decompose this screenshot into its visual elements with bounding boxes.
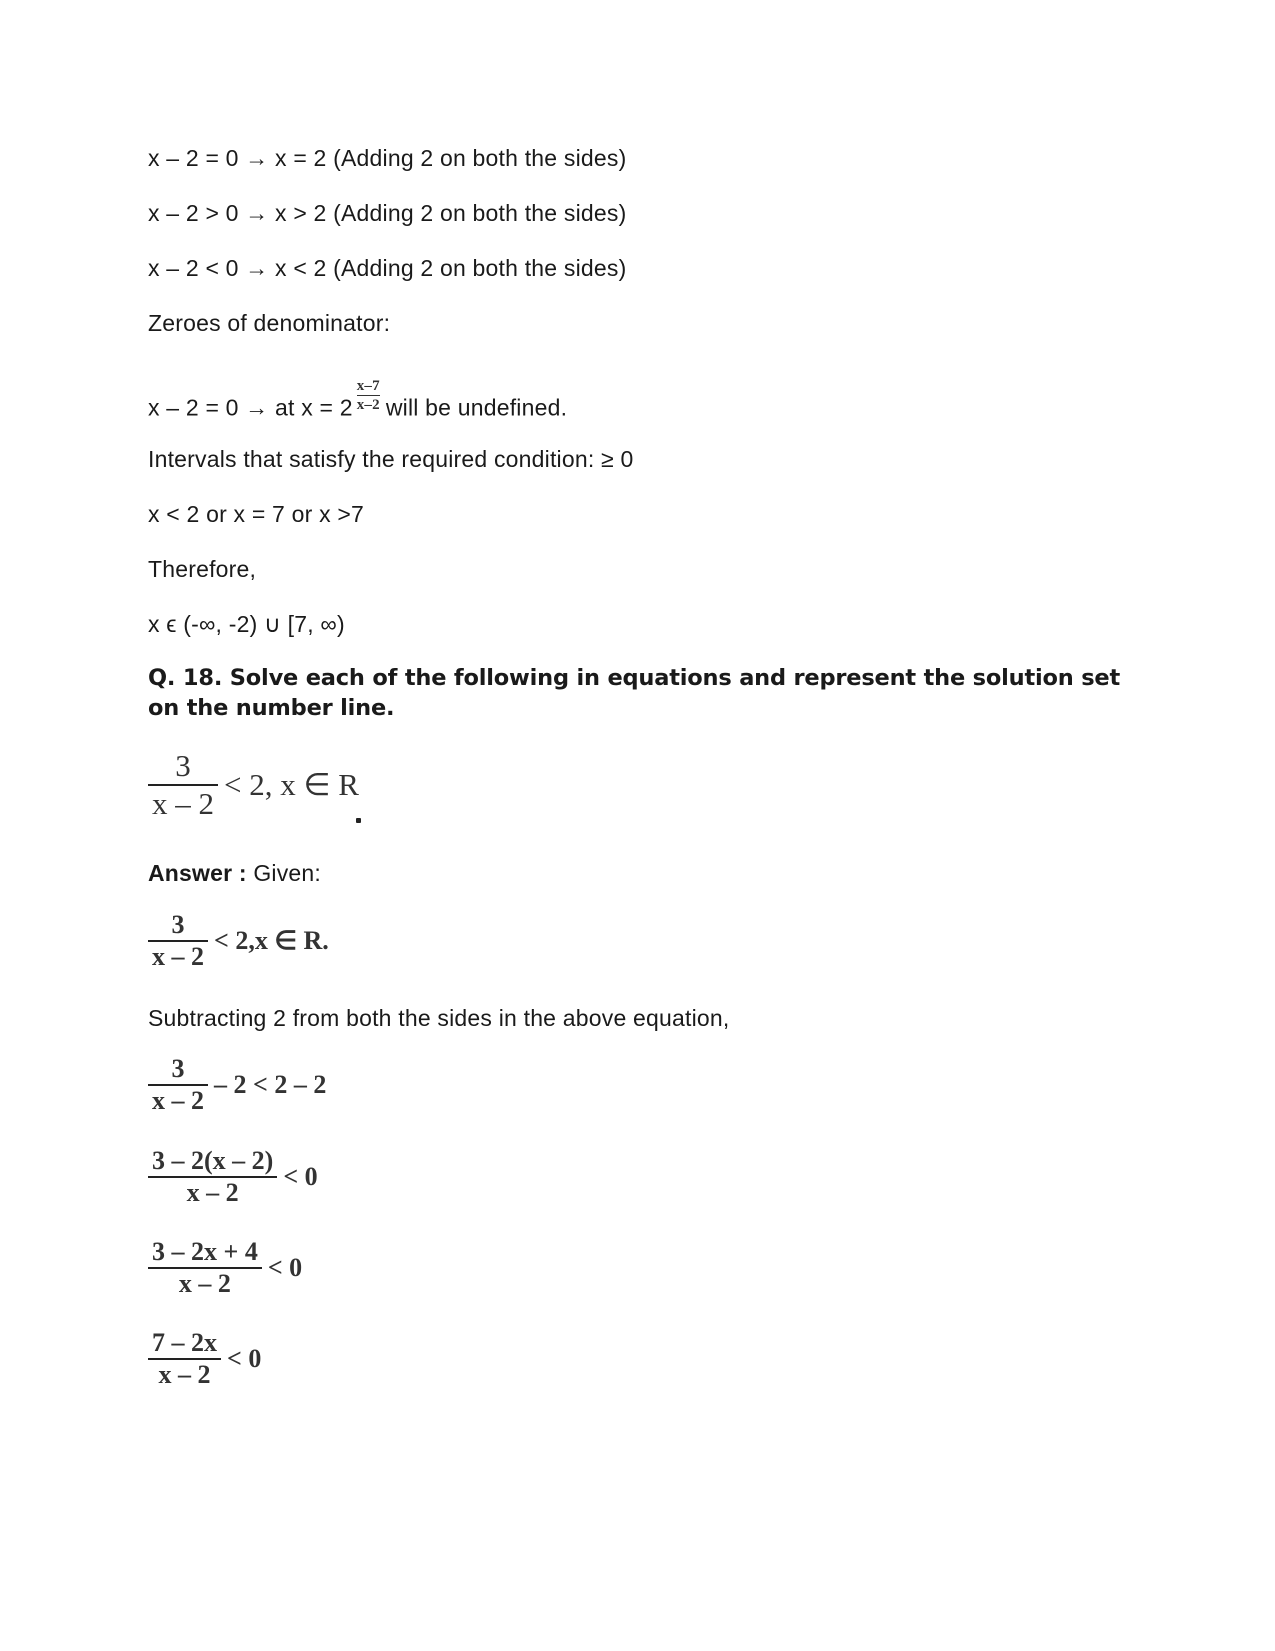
therefore-line: Therefore,	[148, 556, 257, 582]
undefined-line-suffix: will be undefined.	[385, 394, 568, 421]
equation-3-rhs: < 0	[283, 1161, 318, 1191]
question-fraction-denominator: x – 2	[152, 785, 214, 821]
equation-1-rhs: < 2,x ∈ R.	[214, 925, 329, 955]
equation-4-numerator: 3 – 2x + 4	[152, 1237, 258, 1266]
undefined-point-line	[148, 378, 568, 428]
solution-set-line: x ϵ (-∞, -2) ∪ [7, ∞)	[148, 611, 345, 637]
equation-4-denominator: x – 2	[178, 1268, 231, 1298]
equation-3-fraction	[148, 1146, 277, 1208]
equation-1-denominator: x – 2	[152, 941, 204, 971]
subtracting-line: Subtracting 2 from both the sides in the above equation,	[148, 1005, 730, 1031]
inline-fraction-denominator: x–2	[356, 397, 380, 413]
equation-2-denominator: x – 2	[152, 1085, 204, 1115]
equation-3-numerator: 3 – 2(x – 2)	[152, 1146, 274, 1175]
period-dot	[356, 818, 361, 823]
equation-1-fraction	[148, 910, 208, 972]
equation-5-rhs: < 0	[227, 1343, 262, 1373]
answer-equation-5	[148, 1328, 261, 1390]
equation-2-fraction	[148, 1054, 208, 1116]
inline-fraction	[357, 377, 380, 414]
text-line-3: x – 2 < 0 → x < 2 (Adding 2 on both the sides)	[148, 255, 627, 281]
equation-5-fraction	[148, 1328, 221, 1390]
text-line-1: x – 2 = 0 → x = 2 (Adding 2 on both the sides)	[148, 145, 627, 171]
answer-given: Given:	[253, 860, 322, 886]
equation-5-denominator: x – 2	[158, 1359, 211, 1389]
answer-label: Answer :	[148, 860, 247, 886]
equation-4-fraction	[148, 1237, 262, 1299]
answer-equation-4	[148, 1237, 302, 1299]
question-inequality	[148, 748, 359, 821]
answer-equation-2	[148, 1054, 326, 1116]
equation-5-numerator: 7 – 2x	[152, 1328, 217, 1357]
text-line-2: x – 2 > 0 → x > 2 (Adding 2 on both the sides)	[148, 200, 627, 226]
answer-equation-1	[148, 910, 329, 972]
equation-2-numerator: 3	[171, 1054, 185, 1083]
question-inequality-rhs: < 2, x ∈ R	[224, 766, 359, 802]
equation-1-numerator: 3	[171, 910, 185, 939]
question-18-heading: Q. 18. Solve each of the following in equations and represent the solution set on the number line.	[148, 665, 1121, 721]
undefined-line-prefix: x – 2 = 0 → at x = 2	[148, 394, 353, 421]
answer-line	[148, 860, 321, 887]
question-fraction-numerator: 3	[175, 748, 191, 783]
equation-4-rhs: < 0	[267, 1252, 303, 1282]
zeroes-of-denominator-label: Zeroes of denominator:	[148, 310, 391, 336]
equation-2-rhs: – 2 < 2 – 2	[214, 1069, 327, 1099]
answer-equation-3	[148, 1146, 318, 1208]
question-fraction	[148, 748, 218, 821]
intervals-condition-line: Intervals that satisfy the required condition: ≥ 0	[148, 446, 634, 472]
inline-fraction-numerator: x–7	[356, 378, 380, 394]
interval-cases-line: x < 2 or x = 7 or x >7	[148, 501, 364, 527]
equation-3-denominator: x – 2	[186, 1177, 239, 1207]
